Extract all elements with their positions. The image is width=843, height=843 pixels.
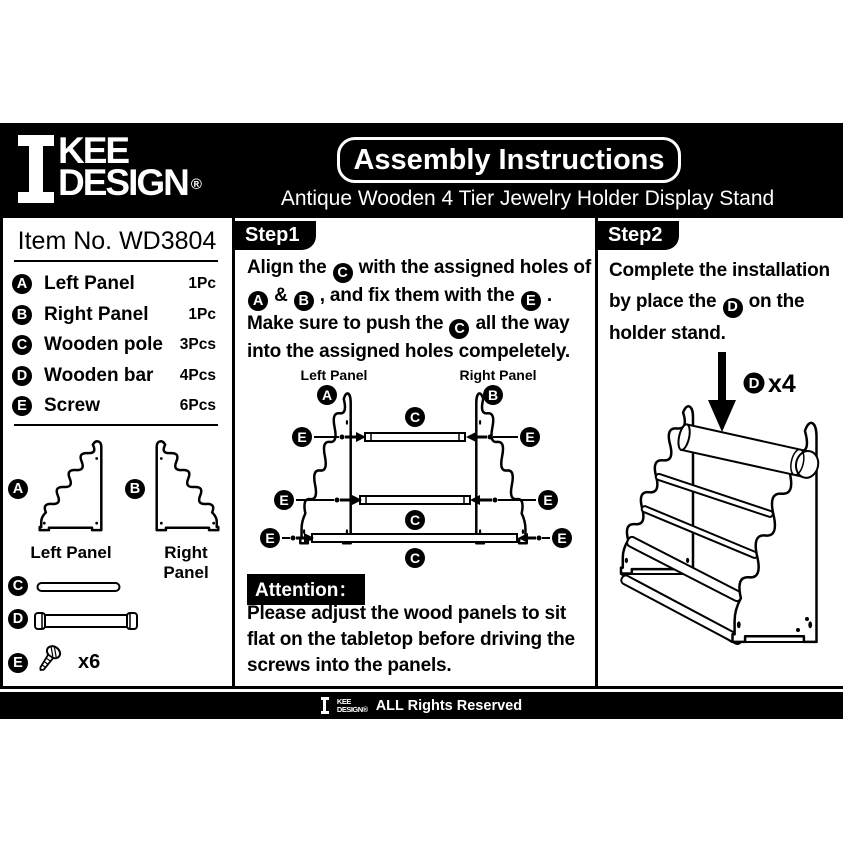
svg-text:E: E bbox=[265, 530, 275, 546]
down-arrow-icon bbox=[708, 352, 736, 432]
rights-reserved-text: ALL Rights Reserved bbox=[375, 697, 523, 714]
svg-text:C: C bbox=[409, 512, 421, 528]
diagram-badge-c bbox=[405, 510, 425, 530]
circle-letter-d: D bbox=[8, 609, 28, 629]
step2-tab: Step2 bbox=[598, 221, 679, 250]
pole-bottom bbox=[312, 534, 517, 542]
screw-quantity: x6 bbox=[78, 651, 101, 673]
bar-quantity: x4 bbox=[768, 370, 796, 398]
circle-letter-d: D bbox=[723, 298, 743, 318]
diagram-badge-a bbox=[317, 385, 337, 405]
registered-mark: ® bbox=[190, 176, 202, 193]
left-border bbox=[0, 218, 3, 688]
diagram-right-panel-label: Right Panel bbox=[459, 367, 537, 383]
column-divider-2 bbox=[595, 218, 598, 688]
circle-letter-d: D bbox=[748, 375, 760, 392]
wooden-pole-diagram bbox=[36, 581, 121, 593]
header-bar bbox=[0, 123, 843, 218]
item-number: Item No. WD3804 bbox=[17, 227, 217, 255]
diagram-left-panel-label: Left Panel bbox=[300, 367, 368, 383]
pole-top bbox=[365, 433, 465, 441]
diagram-badge-b bbox=[483, 385, 503, 405]
circle-letter-c: C bbox=[449, 319, 469, 339]
svg-text:E: E bbox=[279, 492, 289, 508]
svg-text:E: E bbox=[557, 530, 567, 546]
step1-assembly-diagram bbox=[242, 366, 590, 570]
circle-letter-e: E bbox=[12, 396, 32, 416]
brand-logo bbox=[18, 130, 202, 203]
svg-text:C: C bbox=[409, 550, 421, 566]
step1-instructions: Align the C with the assigned holes of A & B , and fix them with the E . Make sure to push the C all the way into the assigned holes compeletely. bbox=[247, 257, 591, 362]
attention-text: Please adjust the wood panels to sit flat on the tabletop before driving the screws into the panels. bbox=[247, 603, 575, 676]
circle-letter-b: B bbox=[12, 305, 32, 325]
circle-letter-a: A bbox=[8, 479, 28, 499]
footer-bar bbox=[0, 692, 843, 719]
logo-line1: KEE bbox=[58, 130, 129, 171]
part-row-d: D Wooden bar 4Pcs bbox=[12, 361, 222, 392]
screw-icon bbox=[42, 645, 78, 677]
svg-text:E: E bbox=[525, 429, 535, 445]
circle-letter-c: C bbox=[12, 335, 32, 355]
product-subtitle: Antique Wooden 4 Tier Jewelry Holder Display Stand bbox=[280, 187, 775, 210]
rule-under-item-no bbox=[14, 260, 218, 262]
svg-text:C: C bbox=[409, 409, 421, 425]
right-panel-caption: Right Panel bbox=[163, 543, 209, 582]
circle-letter-b: B bbox=[125, 479, 145, 499]
svg-text:E: E bbox=[543, 492, 553, 508]
part-row-a: A Left Panel 1Pc bbox=[12, 269, 222, 300]
wooden-bar-diagram bbox=[33, 611, 139, 631]
base-screw-hole bbox=[805, 617, 809, 621]
parts-list bbox=[12, 269, 222, 422]
top-wooden-bar bbox=[676, 423, 820, 480]
left-panel-diagram bbox=[32, 434, 109, 540]
part-row-b: B Right Panel 1Pc bbox=[12, 300, 222, 331]
attention-label: Attention： bbox=[247, 574, 365, 605]
left-panel-caption: Left Panel bbox=[30, 543, 112, 562]
logo-line2: DESIGN ® bbox=[58, 162, 202, 203]
step1-tab: Step1 bbox=[235, 221, 316, 250]
base-screw-hole bbox=[796, 628, 800, 632]
circle-letter-a: A bbox=[248, 291, 268, 311]
circle-letter-d: D bbox=[12, 366, 32, 386]
page-title: Assembly Instructions bbox=[337, 137, 681, 183]
circle-letter-c: C bbox=[8, 576, 28, 596]
svg-text:A: A bbox=[321, 387, 333, 403]
circle-letter-a: A bbox=[12, 274, 32, 294]
pole-middle bbox=[360, 496, 470, 504]
circle-letter-b: B bbox=[294, 291, 314, 311]
diagram-right-panel-shape bbox=[476, 393, 526, 543]
footer-logo: KEE DESIGN® bbox=[336, 697, 368, 714]
footer-logo-i-glyph bbox=[321, 697, 329, 714]
diagram-badge-c bbox=[405, 407, 425, 427]
part-row-c: C Wooden pole 3Pcs bbox=[12, 330, 222, 361]
circle-letter-c: C bbox=[333, 263, 353, 283]
diagram-left-panel-shape bbox=[300, 393, 350, 543]
bar-quantity-label bbox=[744, 370, 796, 398]
rule-under-parts bbox=[14, 424, 218, 426]
svg-text:B: B bbox=[487, 387, 499, 403]
circle-letter-e: E bbox=[521, 291, 541, 311]
step2-instructions: Complete the installation by place the D on the holder stand. bbox=[609, 260, 830, 344]
right-panel-diagram bbox=[149, 434, 226, 540]
circle-letter-e: E bbox=[8, 653, 28, 673]
diagram-badge-c bbox=[405, 548, 425, 568]
svg-text:E: E bbox=[297, 429, 307, 445]
part-row-e: E Screw 6Pcs bbox=[12, 391, 222, 422]
logo-i-glyph bbox=[18, 135, 54, 203]
column-divider-1 bbox=[232, 218, 235, 688]
step2-assembly-diagram bbox=[604, 350, 842, 688]
